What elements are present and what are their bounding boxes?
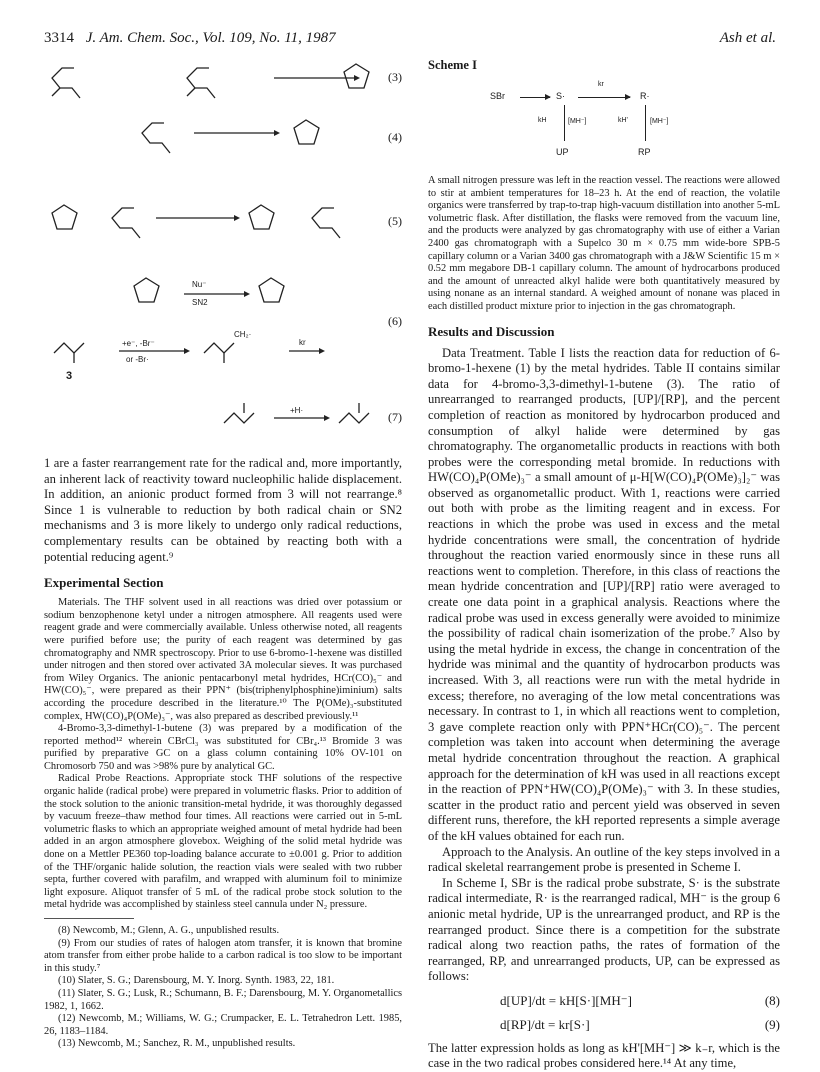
reaction-structures (44, 58, 402, 456)
scheme-sbr: SBr (490, 91, 506, 101)
approach-paragraph: Approach to the Analysis. An outline of the key steps involved in a radical skeletal rearrangement probe is presented in Scheme I. (428, 844, 780, 875)
nucleophile-label: Nu⁻ (192, 280, 207, 289)
authors: Ash et al. (719, 30, 776, 46)
scheme-rp: RP (638, 147, 651, 157)
equation-8-number: (8) (764, 992, 780, 1008)
scheme-mh: [MH⁻] (568, 118, 587, 125)
scheme-khp: kH' (618, 117, 628, 124)
equation-number-5: (5) (388, 214, 402, 228)
footnote: (10) Slater, S. G.; Darensbourg, M. Y. Inorg. Synth. 1983, 22, 181. (58, 975, 335, 987)
reduction-reagent-label: +e⁻, -Br⁻ (122, 339, 155, 348)
running-header (44, 30, 776, 50)
scheme-title: Scheme I (428, 58, 477, 72)
radical-probe-paragraph: Radical Probe Reactions. Appropriate stock THF solutions of the respective organic halide (radical probe) were prepared in volumetric flasks. Prior to addition of the stock solution to the anionic transition-metal hydride, it was thoroughly degassed by vacuum freeze–thaw method four times. All reactions were carried out in 5-mL volumetric flasks to which an appropriate weighed amount of metal hydride had been added in an argon atmosphere glovebox. Weighing of the solid metal hydride was done on a Mettler PE360 top-loading balance accurate to ±0.001 g. Prior to addition of the THF/organic halide solution, the reaction vials were sealed with two rubber septa, further covered with parafilm, and wrapped with aluminum foil to minimize light exposure. Aliquot transfer of 5 mL of the radical probe stock solution to the metal hydride was accomplished by stainless steel cannula under N₂ pressure. (44, 773, 402, 911)
journal-citation: J. Am. Chem. Soc., Vol. 109, No. 11, 1987 (85, 30, 336, 46)
gc-paragraph: A small nitrogen pressure was left in the reaction vessel. The reactions were allowed to stir at ambient temperatures for 18–23 h. At the end of reaction, the volatile organics were transferred by trap-to-trap high-vacuum distillation into another 5-mL volumetric flask. After distillation, the flasks were removed from the vacuum line, and the products were analyzed by gas chromatography with use of either a Varian 2400 gas chromatograph with a Supelco 30 m × 0.75 mm wide-bore SPB-5 capillary column or a Varian 3400 gas chromatograph with a J&W Scientific 15 m × 0.52 mm megabore DB-1 capillary column. The amount of hydrocarbons produced and the amount of unreacted alkyl halide were both quantitatively measured by using nonane as an internal standard. A weighed amount of nonane was placed in each distilled product mixture prior to injection in the gas chromatograph. (428, 175, 780, 312)
compound-3-label: 3 (66, 370, 73, 382)
right-column (428, 58, 780, 1072)
scheme-up: UP (556, 147, 569, 157)
scheme-s-radical: S· (556, 91, 565, 101)
page-number: 3314 (44, 30, 74, 46)
h-atom-label: +H· (290, 406, 304, 415)
scheme-arrow (520, 97, 550, 98)
scheme-explanation-paragraph: In Scheme I, SBr is the radical probe substrate, S· is the substrate radical intermediate, R· is the rearranged radical, MH⁻ is the group 6 anionic metal hydride, UP is the unrearranged product, and RP is the rearranged product. Since there is a competition for the substrate radical along two reaction paths, the rates of formation of the rearranged, RP, and unrearranged products, UP, can be expressed as follows: (428, 875, 780, 984)
footnote-rule (44, 918, 134, 919)
footnotes (44, 925, 402, 1051)
scheme-vertical-arrow (564, 105, 565, 141)
data-treatment-paragraph: Data Treatment. Table I lists the reaction data for reduction of 6-bromo-1-hexene (1) by the metal hydrides. Table II contains similar data for 4-bromo-3,3-dimethyl-1-butene (3). The ratio of unrearranged to rearranged products, [UP]/[RP], and the percent completion of reaction as monitored by hydrocarbon produced and consumption of alkyl halide were determined by gas chromatography. The organometallic products in reactions with both probes were the corresponding metal bromide. In reductions with HW(CO)₄P(OMe)₃⁻ a small amount of μ-H[W(CO)₄P(OMe)₃]₂⁻ was observed as organometallic product. With 1, reactions were carried out both with probe as the limiting reagent and in excess. For reactions in which the probe was used in excess and the metal hydride concentrations were small, the concentration of hydride throughout the reaction varied enormously since in these runs all reactions went to completion. Therefore, in this class of reactions the mean hydride concentration and [UP]/[RP] ratio were averaged to create one data point in a graphical analysis. Reactions where the radical probe was used in excess generally were avoided to minimize the possibility of radical chain isomerization of the probe.⁷ Also by using the metal hydride in excess, the change in concentration of the hydride was minimal and the quantity of hydrocarbon products was increased. With 3, all reactions were run with the metal hydride in excess; therefore, no averaging of the low metal concentrations was necessary. In contrast to 1, in which all reactions went to completion, 3 gave complete reaction only with PPN⁺HCr(CO)₅⁻. The percent completion was taken into account when determining the average metal hydride concentration throughout the reaction. A graphical approach for the determination of kH was used in all reactions except in the reaction of PPN⁺HW(CO)₄P(OMe)₃⁻ with 3. In these studies, scatter in the product ratio and percent yield was observed in seven different runs, therefore, the kH reported represents a simple average of the kH values obtained for each run. (428, 345, 780, 843)
sn2-label: SN2 (192, 298, 208, 307)
kr-label: kr (299, 338, 306, 347)
equation-number-6: (6) (388, 314, 402, 328)
equation-8-expression: d[UP]/dt = kH[S·][MH⁻] (500, 992, 632, 1008)
footnote: (12) Newcomb, M.; Williams, W. G.; Crumpacker, E. L. Tetrahedron Lett. 1985, 26, 1183–1184. (44, 1013, 402, 1037)
closing-paragraph: The latter expression holds as long as kH'[MH⁻] ≫ k₋r, which is the case in the two radical probes considered here.¹⁴ At any time, (428, 1040, 780, 1071)
intro-paragraph: 1 are a faster rearrangement rate for the radical and, more importantly, an inherent lack of reactivity toward nucleophilic halide displacement. In addition, an anionic product formed from 3 will not rearrange.⁸ Since 1 is vulnerable to reduction by both radical chain or SN2 mechanisms and 3 is more likely to undergo only radical reductions, complementary results can be obtained by reacting both with a potential reducing agent.⁹ (44, 456, 402, 564)
footnote: (13) Newcomb, M.; Sanchez, R. M., unpublished results. (58, 1038, 296, 1050)
equation-number-4: (4) (388, 130, 402, 144)
footnote: (9) From our studies of rates of halogen atom transfer, it is known that bromine atom transfer from either probe halide to a carbon radical is too slow to be important in this study.⁷ (44, 937, 402, 974)
bromo-paragraph: 4-Bromo-3,3-dimethyl-1-butene (3) was prepared by a modification of the reported method¹² wherein CBrCl₃ was substituted for CBr₄.¹³ Bromide 3 was purified by preparative GC on a glass column containing 10% OV-101 on Chromosorb 750 and was >98% pure by analytical GC. (44, 723, 402, 772)
scheme-kh: kH (538, 117, 547, 124)
scheme-1-diagram (428, 73, 780, 163)
equation-8 (500, 993, 780, 1009)
left-column (44, 58, 402, 1051)
materials-paragraph: Materials. The THF solvent used in all reactions was dried over potassium or sodium benzophenone ketyl under a nitrogen atmosphere. All reagents used were reagent grade and were commercially available. Unless otherwise noted, all reagents were purified before use; the purity of each reagent was determined by gas chromatography and NMR spectroscopy. Prior to use 6-bromo-1-hexene was distilled under nitrogen and then stored over activated 3A molecular sieves. It was purchased from Wiley Organics. The anionic pentacarbonyl metal hydrides, HCr(CO)₅⁻ and HW(CO)₅⁻, were prepared as their PPN⁺ (bis(triphenylphosphine)iminium) salts according the procedure described in the literature.¹⁰ The P(OMe)₃-substituted complex, HW(CO)₄P(OMe)₃⁻, was also prepared as described previously.¹¹ (44, 597, 402, 722)
scheme-vertical-arrow (645, 105, 646, 141)
ch2-radical-label: CH₂· (234, 330, 252, 339)
footnote: (11) Slater, S. G.; Lusk, R.; Schumann, B. F.; Darensbourg, M. Y. Organometallics 1982, 1, 1662. (44, 987, 402, 1012)
scheme-arrow (578, 97, 630, 98)
reaction-scheme-figure (44, 58, 402, 456)
experimental-heading: Experimental Section (44, 575, 164, 591)
scheme-kr: kr (598, 81, 604, 88)
equation-number-7: (7) (388, 410, 402, 424)
experimental-text (44, 597, 402, 912)
equation-9 (500, 1017, 780, 1033)
experimental-continued (428, 175, 780, 314)
bromine-loss-label: or -Br· (126, 355, 149, 364)
scheme-r-radical: R· (640, 91, 650, 101)
results-heading: Results and Discussion (428, 323, 555, 339)
equation-number-3: (3) (388, 70, 402, 84)
equation-9-number: (9) (764, 1016, 780, 1032)
scheme-mh: [MH⁻] (650, 118, 669, 125)
equation-9-expression: d[RP]/dt = kr[S·] (500, 1016, 590, 1032)
footnote: (8) Newcomb, M.; Glenn, A. G., unpublished results. (58, 925, 280, 936)
